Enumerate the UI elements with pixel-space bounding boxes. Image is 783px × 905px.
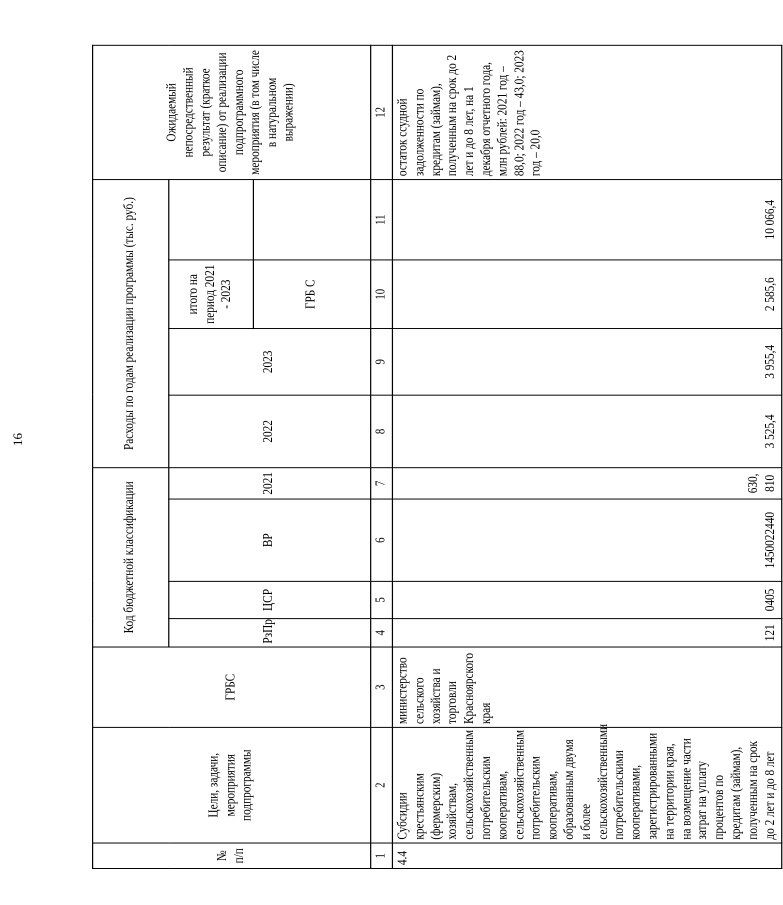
program-table [92,45,783,869]
header-total: итого на период 2021 - 2023 [169,260,254,329]
col-num: 7 [371,468,393,499]
col-num: 6 [371,499,393,581]
row-y2022: 3 955,4 [392,329,782,396]
col-num: 10 [371,260,393,329]
row-result: остаток ссудной задолженности по кредитам (займам), полученным на срок до 2 лет и до 8 лет, на 1 декабря отчетного года, млн рублей: 2021 год – 88,0; 2022 год – 43,0; 2023 год – 20,0 [392,45,782,179]
header-budget-code: Код бюджетной классификации [93,468,169,647]
header-y2021: 2021 [169,468,371,499]
row-y2021: 3 525,4 [392,395,782,468]
row-vr: 630, 810 [392,468,782,499]
header-grbs: ГРБС [93,647,371,727]
header-vr: ВР [169,499,371,581]
header-y2022: 2022 [169,395,371,468]
table-row [392,45,782,868]
header-goals: Цели, задачи, мероприятия подпрограммы [93,727,371,843]
header-expenses: Расходы по годам реализации программы (тыс. руб.) [93,180,169,468]
header-rzpr: РзПр [169,619,371,647]
header-num: № п/п [93,843,371,868]
header-total-spacer [253,180,370,260]
row-grbs-code: 121 [392,619,782,647]
col-num: 3 [371,647,393,727]
table-sheet [92,46,777,869]
col-num: 8 [371,395,393,468]
header-result: Ожидаемый непосредственный результат (краткое описание) от реализации подпрограммного мероприятия (в том числе в натуральном выражении) [93,45,371,179]
row-num: 4.4 [392,843,782,868]
header-csr: ЦСР [169,581,371,618]
row-csr: 1450022440 [392,499,782,581]
row-rzpr: 0405 [392,581,782,618]
col-num: 5 [371,581,393,618]
header-y2023: 2023 [169,329,371,396]
row-goal: Субсидии крестьянским (фермерским) хозяйствам, сельскохозяйственным потребительским кооперативам, сельскохозяйственным потребительским кооперативам, образованным двумя и более сельскохозяйственными потребительскими кооперативами, зарегистрированными на территории края, на возмещение части затрат на уплату процентов по кредитам (займам), полученным на срок до 2 лет и до 8 лет [392,727,782,843]
column-number-row [371,45,393,868]
row-y2023: 2 585,6 [392,260,782,329]
header-grbs-short: ГРБ С [253,260,370,329]
col-num: 2 [371,727,393,843]
col-num: 11 [371,180,393,260]
col-num: 1 [371,843,393,868]
col-num: 12 [371,45,393,179]
rotated-content [92,29,777,905]
row-total: 10 066,4 [392,180,782,260]
page-number: 16 [10,433,25,446]
col-num: 9 [371,329,393,396]
header-row-1 [93,45,169,868]
col-num: 4 [371,619,393,647]
row-grbs: министерство сельского хозяйства и торговли Красноярского края [392,647,782,727]
